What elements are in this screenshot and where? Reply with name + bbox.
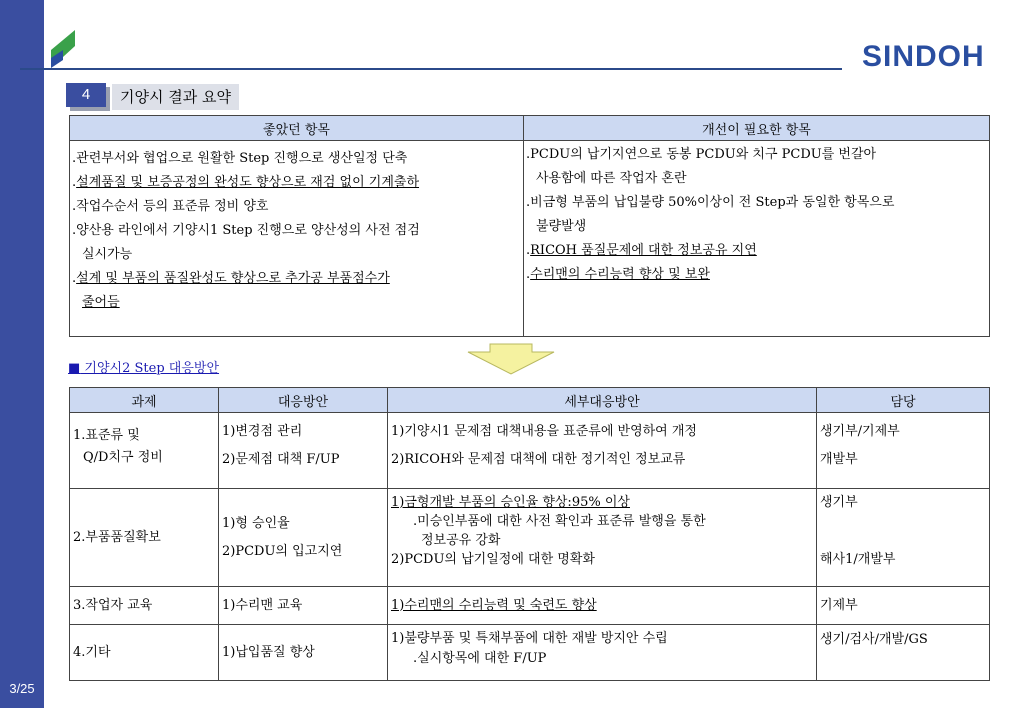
- good-items-cell: [70, 141, 524, 337]
- improve-item-cont: 불량발생: [536, 219, 587, 234]
- detail-cell: 1)기양시1 문제점 대책내용을 표준류에 반영하여 개정 2)RICOH와 문제점 대책에 대한 정기적인 정보교류: [388, 413, 817, 489]
- improve-item: .RICOH 품질문제에 대한 정보공유 지연: [526, 243, 757, 258]
- task-cell: 1.표준류 및 Q/D치구 정비: [70, 413, 219, 489]
- table-row: [70, 413, 990, 489]
- task-cell: 3.작업자 교육: [70, 587, 219, 625]
- detail-cell: 1)수리맨의 수리능력 및 숙련도 향상: [388, 587, 817, 625]
- good-item-cont: 줄어듬: [82, 295, 120, 310]
- improve-item-cont: 사용함에 따른 작업자 혼란: [536, 171, 687, 186]
- good-item: .양산용 라인에서 기양시1 Step 진행으로 양산성의 사전 점검: [72, 223, 420, 238]
- brand-logo: SINDOH: [862, 40, 985, 73]
- header-owner: 담당: [817, 388, 990, 413]
- header-good: 좋았던 항목: [70, 116, 524, 141]
- measure-cell: 1)수리맨 교육: [219, 587, 388, 625]
- measure-cell: 1)형 승인율 2)PCDU의 입고지연: [219, 489, 388, 587]
- table-row: [70, 625, 990, 681]
- improve-item: .비금형 부품의 납입불량 50%이상이 전 Step과 동일한 항목으로: [526, 195, 895, 210]
- header-measure: 대응방안: [219, 388, 388, 413]
- left-sidebar: [0, 0, 44, 708]
- good-item: .설계품질 및 보증공정의 완성도 향상으로 재검 없이 기계출하: [72, 175, 420, 190]
- plan-table: [69, 387, 990, 681]
- header-rule: [20, 68, 842, 70]
- task-cell: 4.기타: [70, 625, 219, 681]
- measure-cell: 1)납입품질 향상: [219, 625, 388, 681]
- improve-item: .PCDU의 납기지연으로 동봉 PCDU와 치구 PCDU를 번갈아: [526, 147, 877, 162]
- header-task: 과제: [70, 388, 219, 413]
- task-cell: 2.부품품질확보: [70, 489, 219, 587]
- owner-cell: 기제부: [817, 587, 990, 625]
- summary-table: [69, 115, 990, 337]
- page-number: 3/25: [9, 681, 35, 696]
- section-number: 4: [66, 83, 106, 107]
- down-arrow-icon: [466, 343, 556, 375]
- section-title: 기양시 결과 요약: [112, 84, 239, 110]
- table-row: [70, 489, 990, 587]
- detail-cell: 1)금형개발 부품의 승인율 향상:95% 이상 .미승인부품에 대한 사전 확인과 표준류 발행을 통한 정보공유 강화 2)PCDU의 납기일정에 대한 명확화: [388, 489, 817, 587]
- header-improve: 개선이 필요한 항목: [524, 116, 990, 141]
- header-detail: 세부대응방안: [388, 388, 817, 413]
- measure-cell: 1)변경점 관리 2)문제점 대책 F/UP: [219, 413, 388, 489]
- improve-item: .수리맨의 수리능력 향상 및 보완: [526, 267, 710, 282]
- good-item: .관련부서와 협업으로 원활한 Step 진행으로 생산일정 단축: [72, 151, 408, 166]
- owner-cell: 생기/검사/개발/GS: [817, 625, 990, 681]
- good-item: .설계 및 부품의 품질완성도 향상으로 추가공 부품점수가: [72, 271, 390, 286]
- detail-cell: 1)불량부품 및 특채부품에 대한 재발 방지안 수립 .실시항목에 대한 F/UP: [388, 625, 817, 681]
- table-row: [70, 587, 990, 625]
- owner-cell: 생기부/기제부 개발부: [817, 413, 990, 489]
- plan-title: ■ 기양시2 Step 대응방안: [68, 361, 220, 376]
- sindoh-logo-icon: [47, 28, 77, 68]
- good-item-cont: 실시가능: [82, 247, 133, 262]
- improve-items-cell: [524, 141, 990, 337]
- square-bullet-icon: ■: [68, 361, 81, 376]
- good-item: .작업수순서 등의 표준류 정비 양호: [72, 199, 269, 214]
- owner-cell: 생기부 해사1/개발부: [817, 489, 990, 587]
